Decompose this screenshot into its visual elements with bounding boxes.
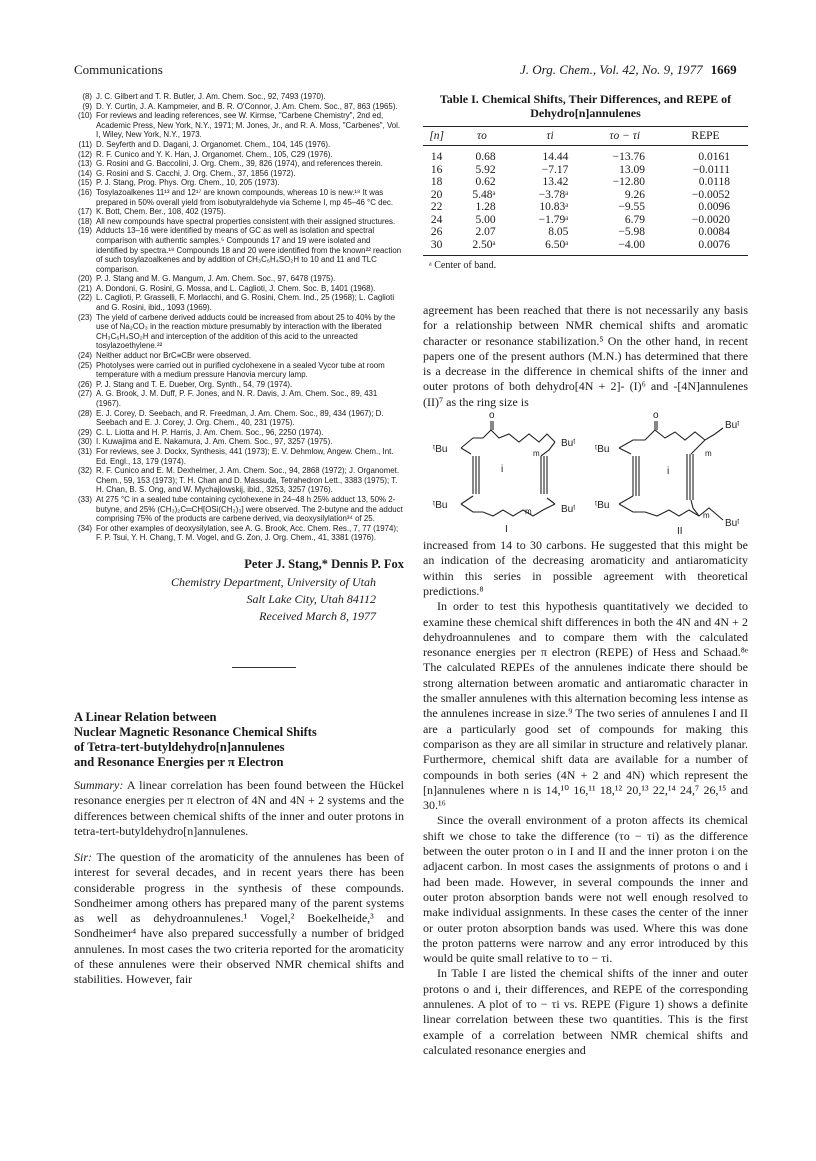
paragraph: increased from 14 to 30 carbons. He suggested that this might be an indication of the decreasing aromaticity and antiaromaticity within this series in possible agreement with theoretical predictions.⁸ xyxy=(423,538,748,598)
table-cell: −0.0052 xyxy=(691,188,730,201)
reference-item xyxy=(74,274,404,284)
reference-number: (9) xyxy=(82,101,92,111)
repeat-index-label: m xyxy=(703,511,710,521)
reference-text: Neither adduct nor BrC≡CBr were observed. xyxy=(96,351,252,361)
inner-proton-label: i xyxy=(501,464,504,476)
reference-item xyxy=(74,140,404,150)
sir-text: The question of the aromaticity of the annulenes has been of interest for several decades, and in recent years there has been considerable progress in the synthesis of these compounds. Sondheimer among others has prepared many of the parent systems as well as dehydroannulenes.¹ Vogel,² Boekelheide,³ and Sondheimer⁴ have also prepared successfully a number of bridged annulenes. In most cases the two criteria reported for the aromaticity of these annulenes were their observed NMR chemical shifts and stabilities. However, fair xyxy=(74,849,404,987)
reference-text: A. Dondoni, G. Rosini, G. Mossa, and L. Caglioti, J. Chem. Soc. B, 1401 (1968). xyxy=(96,283,376,293)
table-cell: 6.50ᵃ xyxy=(514,239,587,256)
reference-number: (29) xyxy=(77,427,92,437)
table-cell: 0.0084 xyxy=(698,226,730,238)
reference-text: D. Y. Curtin, J. A. Kampmeier, and B. R. O'Connor, J. Am. Chem. Soc., 87, 863 (1965). xyxy=(96,101,398,111)
reference-text: Tosylazoalkenes 11¹³ and 12¹⁷ are known compounds, whereas 10 is new.¹⁸ It was prepared in 50% overall yield from isobutyraldehyde via Scheme I, mp 45–46 °C dec. xyxy=(96,187,394,207)
table-cell: 14 xyxy=(430,151,443,163)
reference-number: (20) xyxy=(77,274,92,284)
reference-number: (8) xyxy=(82,92,92,101)
column-header: τo − τi xyxy=(586,127,663,146)
reference-number: (22) xyxy=(77,293,92,303)
reference-text: P. J. Stang, Prog. Phys. Org. Chem., 10, 205 (1973). xyxy=(96,178,280,188)
reference-text: At 275 °C in a sealed tube containing cyclohexene in 24–48 h 25% adduct 13, 50% 2-butyne, and 25% (CH₃)₂C═CH[OSi(CH₃)₃] were observed. The 2-butyne and the adduct comprising 75% of the products are carbene derived, via deoxysilylation³⁴ of 25. xyxy=(96,494,403,524)
reference-text: D. Seyferth and D. Dagani, J. Organomet. Chem., 104, 145 (1976). xyxy=(96,139,331,149)
reference-item xyxy=(74,111,404,140)
table-cell: −12.80 xyxy=(612,176,645,188)
table-footnote: ᵃ Center of band. xyxy=(429,260,497,271)
table-cell: 16 xyxy=(430,163,443,176)
reference-list xyxy=(74,92,404,543)
table-cell: 5.92 xyxy=(475,163,496,176)
table-cell: 30 xyxy=(423,239,450,256)
tbu-label: Buᵗ xyxy=(561,504,576,516)
reference-item xyxy=(74,437,404,447)
reference-item xyxy=(74,466,404,495)
outer-proton-label: o xyxy=(489,410,495,422)
reference-item xyxy=(74,409,404,428)
left-column xyxy=(74,92,404,988)
reference-item xyxy=(74,217,404,227)
reference-item xyxy=(74,293,404,312)
table-cell: 13.42 xyxy=(542,176,569,188)
table-cell: 2.50ᵃ xyxy=(450,239,513,256)
table-cell: −1.79ᵃ xyxy=(538,213,569,226)
table-caption-line: Dehydro[n]annulenes xyxy=(530,106,641,120)
table-cell: 6.79 xyxy=(624,213,645,226)
table-cell: −0.0111 xyxy=(692,163,730,176)
reference-item xyxy=(74,102,404,112)
tbu-label: ᵗBu xyxy=(595,500,610,512)
structure-figure xyxy=(423,410,748,538)
table-cell: 18 xyxy=(430,176,443,188)
page-number: 1669 xyxy=(710,62,737,77)
table-cell: 5.00 xyxy=(475,213,496,226)
running-header-right xyxy=(520,62,737,78)
reference-number: (23) xyxy=(77,312,92,322)
table-cell: −5.98 xyxy=(618,226,645,238)
reference-item xyxy=(74,92,404,102)
table-row xyxy=(423,164,748,177)
reference-text: Adducts 13–16 were identified by means of GC as well as isolation and spectral comparison with authentic samples.⁵ Compounds 17 and 19 were isolated and identified by spectra.¹⁸ Compounds 18 and 20 were identified from the known²² reaction of such tosylazoalkenes and by addition of CH₃C₆H₄SO₂H to 10 and 11 and TLC comparison. xyxy=(96,226,402,274)
table-cell: 0.0096 xyxy=(698,201,730,213)
table-cell: 8.05 xyxy=(548,226,569,238)
table-cell: 5.48ᵃ xyxy=(472,188,496,201)
table-cell: 0.0076 xyxy=(663,239,748,256)
reference-text: J. C. Gilbert and T. R. Butler, J. Am. Chem. Soc., 92, 7493 (1970). xyxy=(96,92,326,101)
table-header-row xyxy=(423,127,748,146)
reference-number: (32) xyxy=(77,466,92,476)
reference-item xyxy=(74,159,404,169)
article-title-line: of Tetra-tert-butyldehydro[n]annulenes xyxy=(74,739,285,754)
reference-number: (28) xyxy=(77,408,92,418)
reference-text: P. J. Stang and M. G. Mangum, J. Am. Chem. Soc., 97, 6478 (1975). xyxy=(96,274,336,284)
reference-item xyxy=(74,389,404,408)
reference-number: (26) xyxy=(77,379,92,389)
reference-number: (33) xyxy=(77,494,92,504)
reference-number: (21) xyxy=(77,283,92,293)
section-divider xyxy=(232,667,296,668)
table-cell: 22 xyxy=(430,201,443,213)
reference-text: All new compounds have spectral properties consistent with their assigned structures. xyxy=(96,216,396,226)
compound-label-I: I xyxy=(505,524,508,536)
table-cell: 9.26 xyxy=(624,188,645,201)
reference-text: L. Caglioti, P. Grasselli, F. Morlacchi, and G. Rosini, Chem. Ind., 25 (1968); L. Caglioti and G. Rosini, ibid., 1093 (1969). xyxy=(96,293,395,313)
data-table xyxy=(423,126,748,256)
table-cell: 0.0118 xyxy=(698,176,730,188)
reference-number: (16) xyxy=(77,187,92,197)
reference-text: R. F. Cunico and E. M. Dexhelmer, J. Am. Chem. Soc., 94, 2868 (1972); J. Organomet. Chem., 59, 153 (1973); T. H. Chan and D. Massuda, Tetrahedron Lett., 3383 (1975); T. H. Chan, B. S. Ong, and W. Mychajlowskij, ibid., 3253, 3257 (1976). xyxy=(96,466,400,495)
repeat-index-label: m xyxy=(705,449,712,459)
tbu-label: ᵗBu xyxy=(433,500,448,512)
tbu-label: ᵗBu xyxy=(595,444,610,456)
table-cell: 1.28 xyxy=(475,201,496,213)
paragraph: Since the overall environment of a proton affects its chemical shift we chose to take the difference (τo − τi) as the difference between the outer proton o in I and II and the inner proton i on the adjacent carbon. In most cases the assignments of protons o and i had been made. However, in several compounds the inner and outer proton absorption bands were not well enough resolved to make individual assignments. In these cases the center of the inner or outer proton absorption bands was used. Where this was done the proton patterns were narrow and any error introduced by this would be quite small relative to τo − τi. xyxy=(423,813,748,966)
reference-item xyxy=(74,188,404,207)
table-caption-line: Table I. Chemical Shifts, Their Differences, and REPE of xyxy=(439,92,732,106)
reference-number: (12) xyxy=(77,149,92,159)
table-cell: −4.00 xyxy=(586,239,663,256)
reference-text: E. J. Corey, D. Seebach, and R. Freedman, J. Am. Chem. Soc., 89, 434 (1967); D. Seebach and E. J. Corey, J. Org. Chem., 40, 231 (1975). xyxy=(96,408,384,428)
reference-number: (19) xyxy=(77,226,92,236)
repeat-index-label: m xyxy=(533,449,540,459)
reference-number: (25) xyxy=(77,360,92,370)
reference-item xyxy=(74,313,404,351)
article-title-line: and Resonance Energies per π Electron xyxy=(74,754,284,769)
article-title xyxy=(74,710,404,770)
reference-item xyxy=(74,380,404,390)
structure-drawing xyxy=(423,416,748,536)
repeat-index-label: m xyxy=(525,507,532,517)
summary-label: Summary: xyxy=(74,777,124,792)
reference-number: (30) xyxy=(77,437,92,447)
table-body xyxy=(423,146,748,256)
reference-item xyxy=(74,351,404,361)
reference-item xyxy=(74,447,404,466)
reference-text: Photolyses were carried out in purified cyclohexene in a sealed Vycor tube at room temperature with a medium pressure Hanovia mercury lamp. xyxy=(96,360,385,380)
table-cell: 0.62 xyxy=(475,176,496,188)
reference-number: (15) xyxy=(77,178,92,188)
column-header: τi xyxy=(514,127,587,146)
reference-number: (17) xyxy=(77,207,92,217)
reference-number: (10) xyxy=(77,111,92,121)
table-caption xyxy=(423,92,748,120)
reference-number: (27) xyxy=(77,389,92,399)
article-summary xyxy=(74,778,404,840)
received-date: Received March 8, 1977 xyxy=(259,608,376,623)
reference-number: (24) xyxy=(77,351,92,361)
table-cell: −9.55 xyxy=(618,201,645,213)
journal-citation: J. Org. Chem., Vol. 42, No. 9, 1977 xyxy=(520,62,703,77)
reference-number: (18) xyxy=(77,216,92,226)
reference-number: (31) xyxy=(77,446,92,456)
reference-text: For reviews and leading references, see W. Kirmse, "Carbene Chemistry", 2nd ed, Academic Press, New York, N.Y., 1971; M. Jones, Jr., and R. A. Moss, "Carbenes", Vol. I, Wiley, New York, N.Y., 1973. xyxy=(96,111,401,140)
table-cell: 14.44 xyxy=(542,151,569,163)
table-row xyxy=(423,189,748,202)
reference-item xyxy=(74,524,404,543)
article-title-line: A Linear Relation between xyxy=(74,709,217,724)
affiliation-city: Salt Lake City, Utah 84112 xyxy=(246,591,376,606)
reference-item xyxy=(74,226,404,274)
table-cell: 20 xyxy=(430,188,443,201)
right-column xyxy=(423,92,748,1058)
table-cell: 2.07 xyxy=(475,226,496,238)
reference-item xyxy=(74,495,404,524)
reference-text: A. G. Brook, J. M. Duff, P. F. Jones, and N. R. Davis, J. Am. Chem. Soc., 89, 431 (1967). xyxy=(96,389,378,408)
inner-proton-label: i xyxy=(667,466,670,478)
reference-item xyxy=(74,428,404,438)
reference-item xyxy=(74,169,404,179)
column-header: REPE xyxy=(663,127,748,146)
compound-label-II: II xyxy=(677,526,683,538)
author-affiliation xyxy=(74,574,404,625)
reference-item xyxy=(74,284,404,294)
reference-text: P. J. Stang and T. E. Dueber, Org. Synth., 54, 79 (1974). xyxy=(96,379,293,389)
table-cell: 0.0161 xyxy=(698,151,730,163)
paragraph: agreement has been reached that there is not necessarily any basis for a relationship between NMR chemical shifts and aromatic character or resonance stabilization.⁵ On the other hand, in recent papers one of the present authors (M.N.) has determined that there is a decrease in the difference in chemical shifts of the inner and outer protons of both dehydro[4N + 2]- (I)⁶ and -[4N]annulenes (II)⁷ as the ring size is xyxy=(423,303,748,409)
sir-label: Sir: xyxy=(74,849,92,864)
article-title-line: Nuclear Magnetic Resonance Chemical Shifts xyxy=(74,724,317,739)
running-header-left: Communications xyxy=(74,62,163,77)
tbu-label: Buᵗ xyxy=(725,518,740,530)
reference-item xyxy=(74,361,404,380)
paragraph: In order to test this hypothesis quantitatively we decided to examine these chemical shift differences in both the 4N and 4N + 2 dehydroannulenes and to compare them with the calculated resonance energies per π electron (REPE) of Hess and Schaad.⁸ᵉ The calculated REPEs of the annulenes indicate there should be strong alternation between aromatic and antiaromatic character in the smaller annulenes with this alternation becoming less intense as the annulenes increase in size.⁹ The two series of annulenes I and II are a particularly good set of compounds for making this comparison as they are all similar in structure and relatively planar. Furthermore, chemical shift data are available for a number of compounds in both series (4N + 2 and 4N) which represent the [n]annulenes where n is 14,¹⁰ 16,¹¹ 18,¹² 20,¹³ 22,¹⁴ 24,⁷ 26,¹⁵ and 30.¹⁶ xyxy=(423,599,748,813)
reference-text: I. Kuwajima and E. Nakamura, J. Am. Chem. Soc., 97, 3257 (1975). xyxy=(96,437,333,447)
table-cell: −7.17 xyxy=(541,163,569,176)
author-names: Peter J. Stang,* Dennis P. Fox xyxy=(244,556,404,571)
table-row xyxy=(423,176,748,189)
column-header: τo xyxy=(450,127,513,146)
affiliation-dept: Chemistry Department, University of Utah xyxy=(171,574,376,589)
reference-text: R. F. Cunico and Y. K. Han, J. Organomet. Chem., 105, C29 (1976). xyxy=(96,149,333,159)
table-row xyxy=(423,146,748,164)
reference-text: G. Rosini and S. Cacchi, J. Org. Chem., 37, 1856 (1972). xyxy=(96,168,296,178)
right-body-text xyxy=(423,303,748,1058)
reference-text: For other examples of deoxysilylation, see A. G. Brook, Acc. Chem. Res., 7, 77 (1974); F. P. Tsui, Y. H. Chang, T. M. Vogel, and G. Zon, J. Org. Chem., 41, 3381 (1976). xyxy=(96,523,399,543)
reference-text: G. Rosini and G. Baccolini, J. Org. Chem., 39, 826 (1974), and references therein. xyxy=(96,159,383,169)
table-cell: −0.0020 xyxy=(691,213,730,226)
reference-item xyxy=(74,207,404,217)
tbu-label: Buᵗ xyxy=(725,420,740,432)
reference-number: (11) xyxy=(78,139,92,149)
reference-number: (34) xyxy=(77,523,92,533)
table-cell: 24 xyxy=(430,213,443,226)
table-cell: −13.76 xyxy=(612,151,645,163)
reference-text: K. Bott, Chem. Ber., 108, 402 (1975). xyxy=(96,207,226,217)
table-row xyxy=(423,239,748,256)
reference-text: For reviews, see J. Dockx, Synthesis, 441 (1973); E. V. Dehmlow, Angew. Chem., Int. Ed. Engl., 13, 179 (1974). xyxy=(96,446,394,466)
reference-number: (14) xyxy=(77,168,92,178)
tbu-label: Buᵗ xyxy=(561,438,576,450)
table-cell: 0.68 xyxy=(475,151,496,163)
table-cell: 26 xyxy=(430,226,443,238)
reference-number: (13) xyxy=(77,159,92,169)
article-body-start xyxy=(74,850,404,988)
table-row xyxy=(423,226,748,239)
summary-text: A linear correlation has been found between the Hückel resonance energies per π electron of 4N and 4N + 2 systems and the differences between chemical shifts of the inner and outer protons in tetra-tert-butyldehydro[n]annulenes. xyxy=(74,777,404,839)
reference-item xyxy=(74,178,404,188)
reference-text: C. L. Liotta and H. P. Harris, J. Am. Chem. Soc., 96, 2250 (1974). xyxy=(96,427,324,437)
table-row xyxy=(423,214,748,227)
table-cell: 10.83ᵃ xyxy=(539,201,569,213)
paragraph: In Table I are listed the chemical shifts of the inner and outer protons o and i, their differences, and REPE of the corresponding annulenes. A plot of τo − τi vs. REPE (Figure 1) shows a definite linear correlation between these two quantities. This is the first example of a correlation between NMR chemical shifts and calculated resonance energies and xyxy=(423,966,748,1057)
reference-item xyxy=(74,150,404,160)
table-cell: −3.78ᵃ xyxy=(538,188,569,201)
outer-proton-label: o xyxy=(653,410,659,422)
reference-text: The yield of carbene derived adducts could be increased from about 25 to 40% by the use of Na₂CO₃ in the reaction mixture presumably by interaction with the liberated CH₃C₆H₄SO₂H and interception of the addition of this acid to the unreacted tosylazoethylene.²² xyxy=(96,312,396,351)
tbu-label: ᵗBu xyxy=(433,444,448,456)
table-row xyxy=(423,201,748,214)
table-cell: 13.09 xyxy=(619,163,645,176)
column-header: [n] xyxy=(423,127,450,146)
